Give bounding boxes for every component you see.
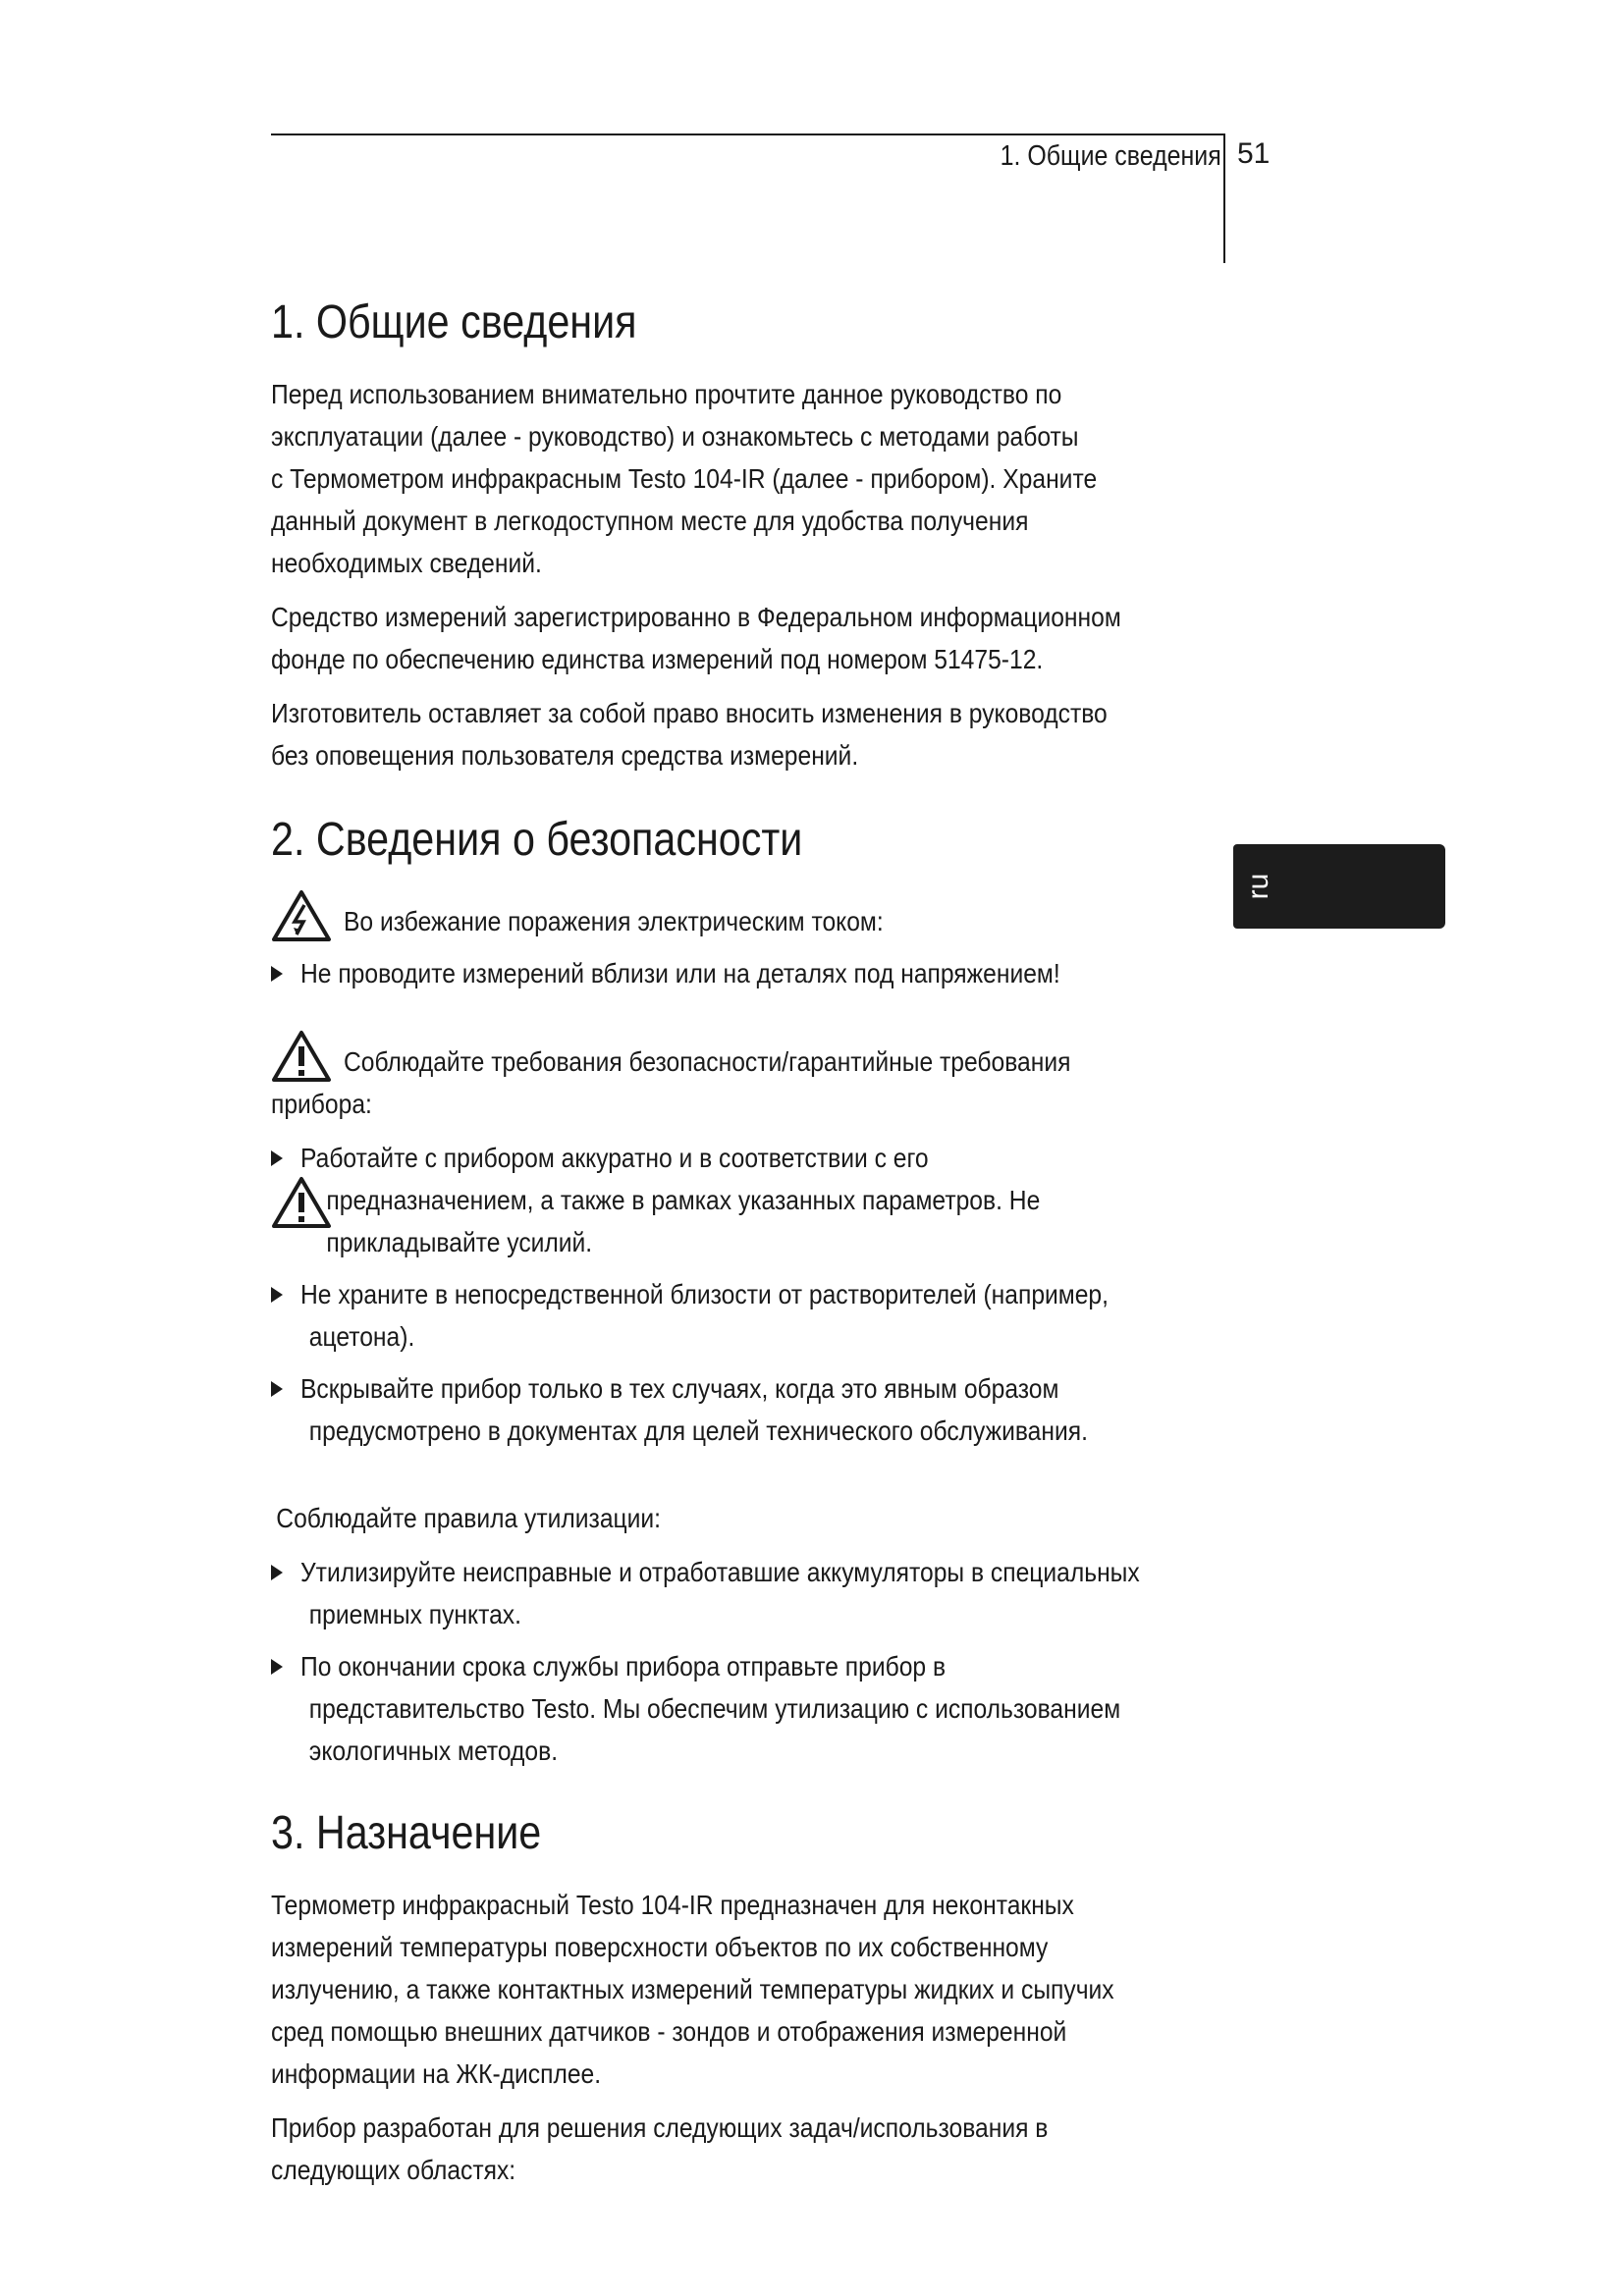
section3-para1: Термометр инфракрасный Testo 104-IR предназначен для неконтакных измерений температуры поверсхности объектов по их собственному излучению, а также контактных измерений температуры жидких и сыпучих сред помощью внешних датчиков - зондов и отображения измеренной информации на ЖК-дисплее. [271,1889,1114,2089]
page-number: 51 [1237,137,1271,170]
triangle-bullet-icon [271,1381,283,1397]
section3-para2: Прибор разработан для решения следующих задач/использования в следующих областях: [271,2111,1049,2185]
disposal-intro: Соблюдайте правила утилизации: [276,1503,662,1534]
section-title-general: 1. Общие сведения [271,296,637,348]
safety-warning-row [271,1030,1253,1083]
electric-warning-text: Во избежание поражения электрическим током: [344,906,884,937]
running-head: 1. Общие сведения [1000,140,1221,172]
safety-warning-text-cont: прибора: [271,1089,372,1120]
section-title-safety: 2. Сведения о безопасности [271,813,803,866]
triangle-bullet-icon [271,1287,283,1303]
bullet-safety-2: Не храните в непосредственной близости от растворителей (например, ацетона). [271,1273,1253,1358]
safety-warning-text: Соблюдайте требования безопасности/гарантийные требования [344,1046,1071,1078]
bullet-safety-1: Работайте с прибором аккуратно и в соответствии с его предназначением, а также в рамках указанных параметров. Не прикладывайте усилий. [271,1137,1253,1263]
bullet-disposal-1: Утилизируйте неисправные и отработавшие аккумуляторы в специальных приемных пунктах. [271,1551,1253,1635]
language-tab-label: ru [1242,873,1274,900]
bullet-electric: Не проводите измерений вблизи или на деталях под напряжением! [271,952,1253,994]
section1-para2: Средство измерений зарегистрированно в Федеральном информационном фонде по обеспечению единства измерений под номером 51475-12. [271,601,1121,674]
section1-para1: Перед использованием внимательно прочтите данное руководство по эксплуатации (далее - руководство) и ознакомьтесь с методами работы с Термометром инфракрасным Testo 104-IR (далее - прибором). Храните данный документ в легкодоступном месте для удобства получения необходимых сведений. [271,378,1098,578]
section1-para3: Изготовитель оставляет за собой право вносить изменения в руководство без оповещения пользователя средства измерений. [271,697,1108,771]
section-title-purpose: 3. Назначение [271,1807,542,1860]
electric-hazard-icon [271,889,332,942]
header-rule [271,133,1225,135]
header-vertical-rule [1223,133,1225,263]
main-content [271,294,1253,2203]
triangle-bullet-icon [271,966,283,982]
bullet-safety-3: Вскрывайте прибор только в тех случаях, когда это явным образом предусмотрено в документах для целей технического обслуживания. [271,1367,1253,1452]
electric-warning-row [271,889,1253,942]
bullet-disposal-2: По окончании срока службы прибора отправьте прибор в представительство Testo. Мы обеспечим утилизацию с использованием экологичных методов. [271,1645,1253,1772]
triangle-bullet-icon [271,1659,283,1675]
triangle-bullet-icon [271,1565,283,1580]
warning-triangle-icon [271,1030,332,1083]
triangle-bullet-icon [271,1150,283,1166]
